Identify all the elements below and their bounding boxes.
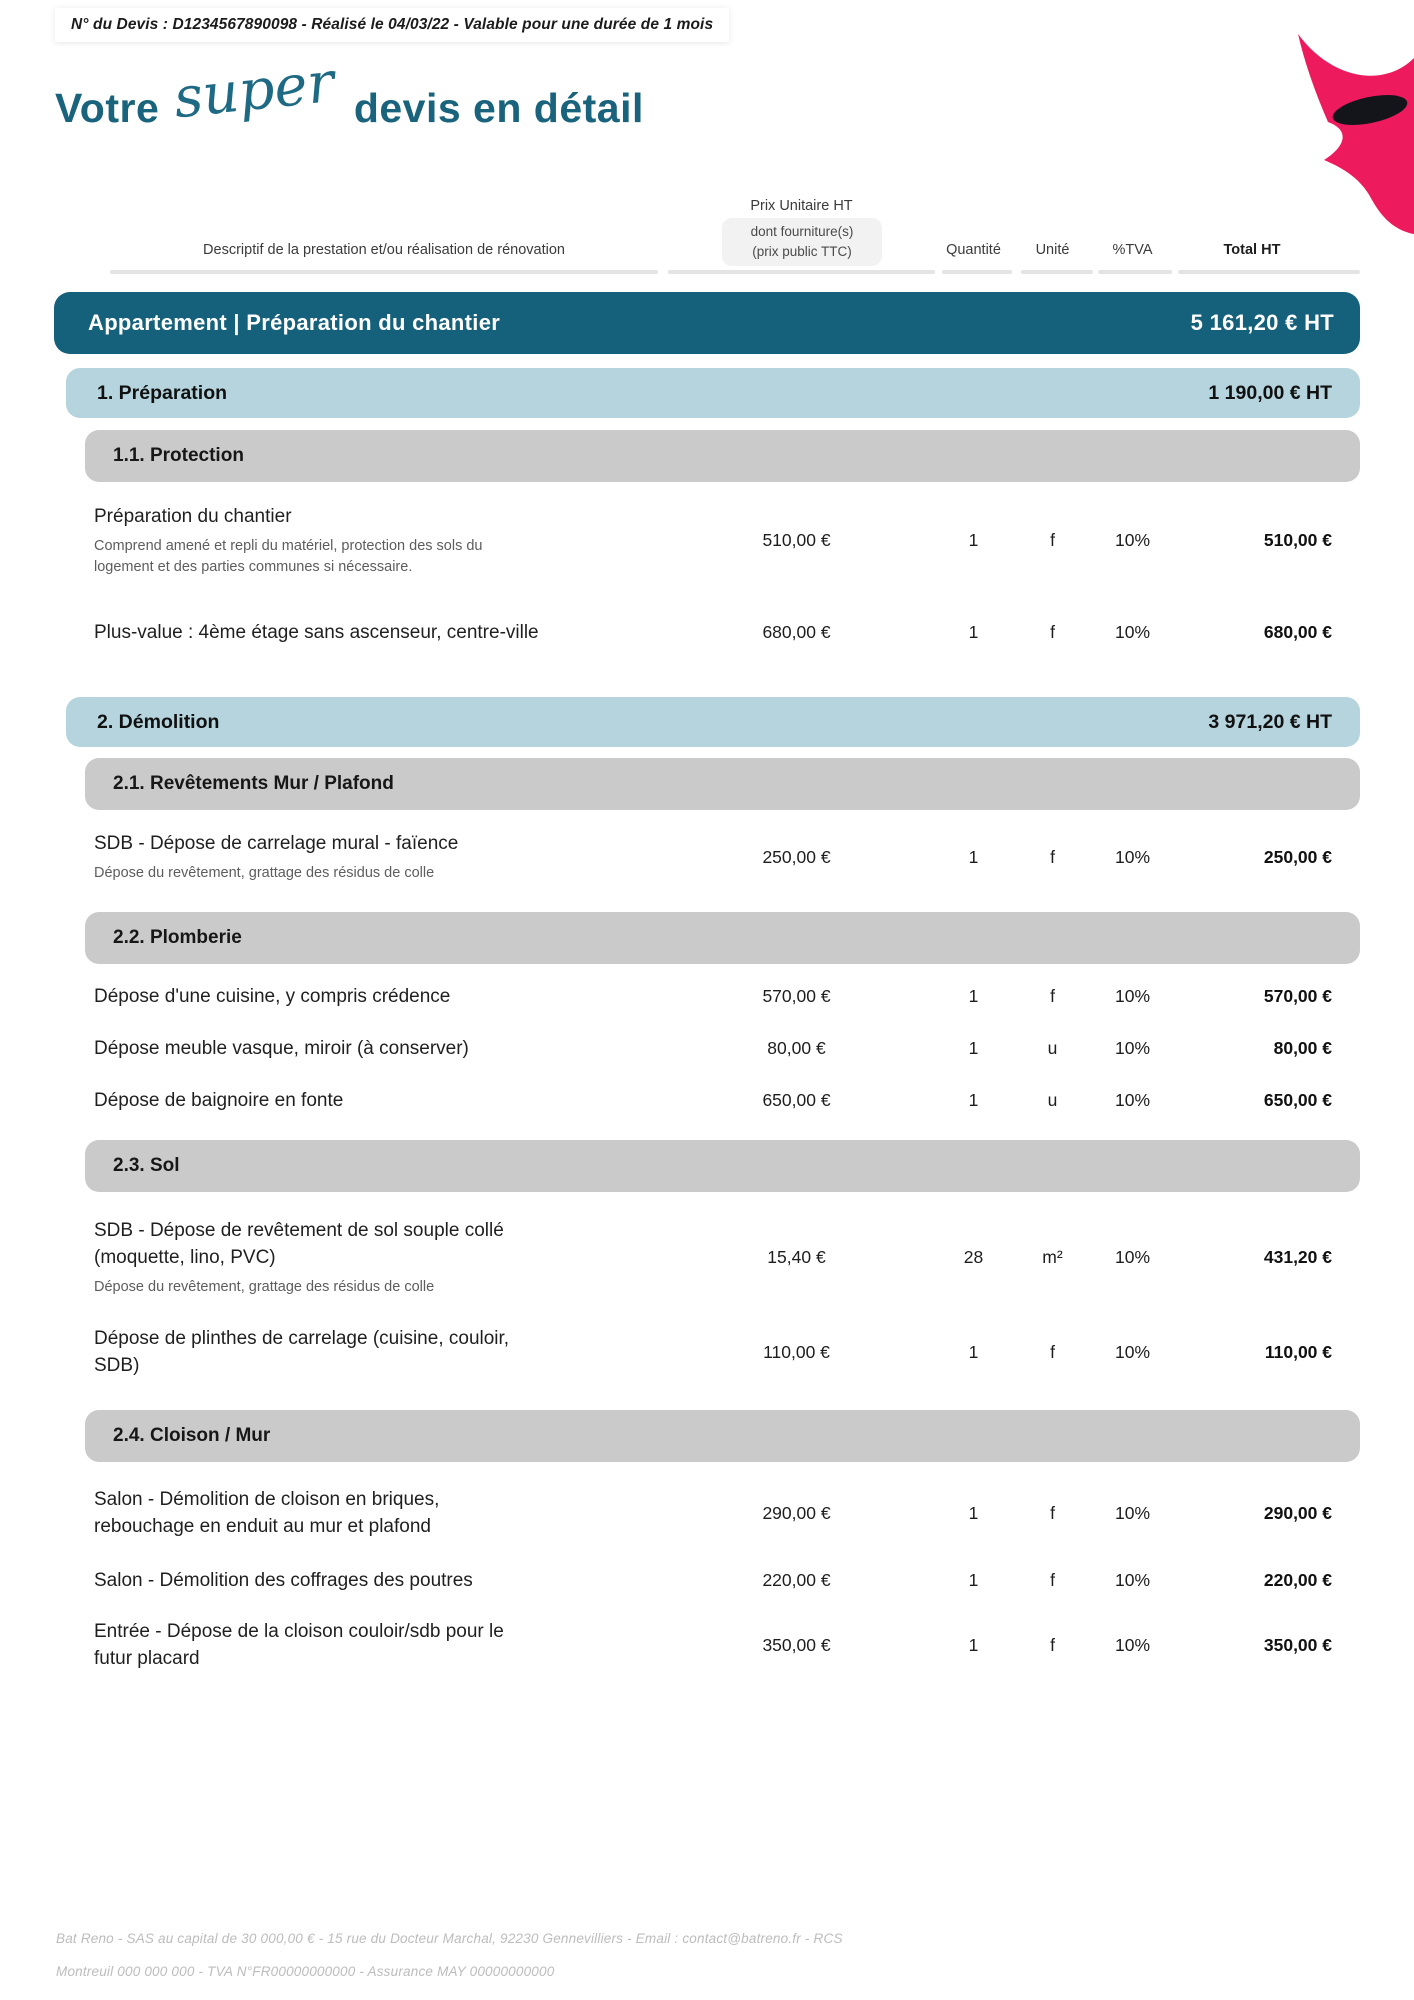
row-quantity: 28 [963, 1246, 984, 1267]
row-total: 250,00 € [1263, 846, 1332, 867]
row-total: 650,00 € [1263, 1089, 1332, 1110]
row-title: Dépose meuble vasque, miroir (à conserver) [94, 1037, 469, 1059]
row-vat: 10% [1114, 621, 1151, 642]
row-unit: u [1047, 1089, 1058, 1110]
row-quantity: 1 [968, 1341, 979, 1362]
subsection-bar-revetements [85, 758, 1360, 810]
subsection-title: 2.1. Revêtements Mur / Plafond [113, 773, 394, 794]
row-title: Dépose d'une cuisine, y compris crédence [94, 985, 451, 1007]
row-unit: f [1050, 1569, 1055, 1590]
table-row [54, 1554, 1360, 1606]
column-underline [668, 270, 935, 274]
row-vat: 10% [1114, 1037, 1151, 1058]
unit-price-note-line2: (prix public TTC) [752, 244, 852, 259]
subsection-title: 2.2. Plomberie [113, 927, 242, 948]
row-quantity: 1 [968, 1089, 979, 1110]
subsection-bar-cloison-mur [85, 1410, 1360, 1462]
table-row [54, 1316, 1360, 1388]
subsection-title: 2.3. Sol [113, 1155, 180, 1176]
row-vat: 10% [1114, 1089, 1151, 1110]
column-underline [1098, 270, 1172, 274]
row-total: 680,00 € [1263, 621, 1332, 642]
row-unit-price: 650,00 € [762, 1089, 831, 1110]
row-vat: 10% [1114, 985, 1151, 1006]
page-title-part1: Votre [55, 85, 160, 131]
table-row [54, 970, 1360, 1022]
row-unit-price: 250,00 € [762, 846, 831, 867]
row-quantity: 1 [968, 1037, 979, 1058]
col-header-unit: Unité [1035, 242, 1070, 258]
footer-line1: Bat Reno - SAS au capital de 30 000,00 € - 15 rue du Docteur Marchal, 92230 Gennevilliers - Email : contact@batreno.fr - RCS [56, 1931, 843, 1946]
quote-meta-bar: N° du Devis : D1234567890098 - Réalisé le 04/03/22 - Valable pour une durée de 1 mois [55, 8, 729, 42]
col-header-unit-price: Prix Unitaire HT [750, 198, 853, 214]
row-total: 431,20 € [1263, 1246, 1332, 1267]
row-title: Dépose de baignoire en fonte [94, 1089, 344, 1111]
row-quantity: 1 [968, 1502, 979, 1523]
row-quantity: 1 [968, 529, 979, 550]
group-header-bar [54, 292, 1360, 354]
col-header-unit-price-note [722, 218, 882, 266]
row-vat: 10% [1114, 529, 1151, 550]
row-unit: f [1050, 621, 1055, 642]
col-header-quantity: Quantité [946, 242, 1001, 258]
footer-line2: Montreuil 000 000 000 - TVA N°FR00000000000 - Assurance MAY 00000000000 [56, 1964, 555, 1979]
page-title-script-word: super [171, 49, 338, 132]
column-underline [942, 270, 1012, 274]
row-total: 290,00 € [1263, 1502, 1332, 1523]
row-unit-price: 110,00 € [763, 1341, 830, 1362]
row-description: Dépose du revêtement, grattage des résidus de colle [94, 865, 435, 881]
row-total: 350,00 € [1263, 1634, 1332, 1655]
row-unit: f [1050, 1502, 1055, 1523]
row-quantity: 1 [968, 985, 979, 1006]
subsection-bar-plomberie [85, 912, 1360, 964]
row-quantity: 1 [968, 846, 979, 867]
page-title [55, 49, 644, 138]
row-title: Préparation du chantier [94, 505, 292, 527]
row-unit: f [1050, 985, 1055, 1006]
brand-logo-icon [1296, 34, 1414, 234]
row-total: 510,00 € [1263, 529, 1332, 550]
row-title: Salon - Démolition de cloison en briques, rebouchage en enduit au mur et plafond [94, 1489, 440, 1537]
subsection-title: 1.1. Protection [113, 445, 244, 466]
row-vat: 10% [1114, 1341, 1151, 1362]
row-vat: 10% [1114, 1634, 1151, 1655]
row-unit: f [1050, 1341, 1055, 1362]
row-unit: f [1050, 846, 1055, 867]
unit-price-note-line1: dont fourniture(s) [750, 224, 854, 239]
row-vat: 10% [1114, 1502, 1151, 1523]
row-total: 110,00 € [1264, 1341, 1332, 1362]
subsection-bar-protection [85, 430, 1360, 482]
table-row [54, 494, 1360, 586]
row-total: 570,00 € [1263, 985, 1332, 1006]
column-underline [1178, 270, 1360, 274]
row-title: SDB - Dépose de carrelage mural - faïence [94, 833, 459, 854]
row-quantity: 1 [968, 621, 979, 642]
group-title: Appartement | Préparation du chantier [88, 310, 501, 335]
row-unit-price: 510,00 € [762, 529, 831, 550]
group-total: 5 161,20 € HT [1190, 310, 1334, 335]
row-total: 80,00 € [1273, 1037, 1332, 1058]
section-bar-demolition [66, 697, 1360, 747]
col-header-total: Total HT [1223, 242, 1281, 258]
row-unit: m² [1042, 1246, 1063, 1267]
row-title: Plus-value : 4ème étage sans ascenseur, centre-ville [94, 621, 539, 643]
col-header-description: Descriptif de la prestation et/ou réalisation de rénovation [203, 242, 565, 258]
row-quantity: 1 [968, 1569, 979, 1590]
footer-legal-text [56, 1922, 843, 1988]
row-description: Comprend amené et repli du matériel, protection des sols du logement et des parties communes si nécessaire. [94, 537, 483, 575]
table-row [54, 1074, 1360, 1126]
subsection-title: 2.4. Cloison / Mur [113, 1425, 271, 1446]
row-title: Entrée - Dépose de la cloison couloir/sdb pour le futur placard [94, 1621, 504, 1669]
column-underline [1021, 270, 1093, 274]
section-bar-preparation [66, 368, 1360, 418]
row-unit: f [1050, 529, 1055, 550]
section-total: 1 190,00 € HT [1208, 381, 1332, 404]
row-unit: u [1047, 1037, 1058, 1058]
row-unit: f [1050, 1634, 1055, 1655]
row-unit-price: 80,00 € [767, 1037, 826, 1058]
table-row [54, 820, 1360, 894]
section-total: 3 971,20 € HT [1208, 710, 1332, 733]
row-quantity: 1 [968, 1634, 979, 1655]
page-title-part2: devis en détail [353, 85, 644, 131]
row-unit-price: 570,00 € [762, 985, 831, 1006]
subsection-bar-sol [85, 1140, 1360, 1192]
row-title: Dépose de plinthes de carrelage (cuisine, couloir, SDB) [94, 1328, 510, 1376]
row-total: 220,00 € [1263, 1569, 1332, 1590]
row-title: Salon - Démolition des coffrages des poutres [94, 1569, 473, 1591]
row-unit-price: 350,00 € [762, 1634, 831, 1655]
row-vat: 10% [1114, 846, 1151, 867]
table-row [54, 1022, 1360, 1074]
table-row [54, 1477, 1360, 1549]
row-title: SDB - Dépose de revêtement de sol souple collé (moquette, lino, PVC) [94, 1219, 504, 1268]
row-unit-price: 680,00 € [762, 621, 831, 642]
row-vat: 10% [1114, 1569, 1151, 1590]
row-unit-price: 15,40 € [767, 1246, 826, 1267]
col-header-vat: %TVA [1112, 242, 1153, 258]
row-vat: 10% [1114, 1246, 1151, 1267]
row-unit-price: 220,00 € [762, 1569, 831, 1590]
section-title: 2. Démolition [97, 710, 220, 733]
table-row [54, 1609, 1360, 1681]
row-description: Dépose du revêtement, grattage des résidus de colle [94, 1278, 435, 1295]
row-unit-price: 290,00 € [762, 1502, 831, 1523]
table-row [54, 1205, 1360, 1309]
section-title: 1. Préparation [97, 381, 228, 404]
column-underline [110, 270, 658, 274]
table-row [54, 596, 1360, 668]
